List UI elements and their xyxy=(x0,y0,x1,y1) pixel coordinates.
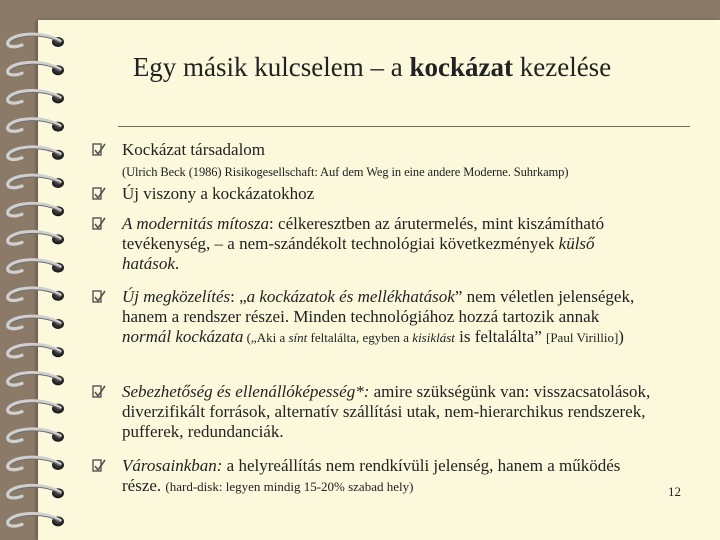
bullet-item xyxy=(92,382,652,442)
bullet-text: Új megközelítés: „a kockázatok és mellékhatások” nem véletlen jelenségek, hanem a rendszer részei. Minden technológiához hozzá tartozik annak normál kockázata („Aki a sínt feltalálta, egyben a kisiklást is feltalálta” [Paul Virillio]) xyxy=(122,287,635,346)
bullet-item xyxy=(92,214,652,274)
binding-ring xyxy=(8,260,64,273)
bullet-text: Új viszony a kockázatokhoz xyxy=(122,184,315,203)
binding-ring xyxy=(8,91,64,104)
page-number: 12 xyxy=(668,484,681,499)
bullet-text: Sebezhetőség és ellenállóképesség*: amire szükségünk van: visszacsatolások, diverzifikált források, alternatív szállítási utak, nem-hierarchikus rendszerek, pufferek, redundanciák. xyxy=(122,382,651,441)
checkbox-bullet-icon xyxy=(92,217,106,232)
binding-ring xyxy=(8,373,64,386)
binding-ring xyxy=(8,34,64,47)
binding-ring xyxy=(8,203,64,216)
checkbox-bullet-icon xyxy=(92,290,106,305)
slide-title: Egy másik kulcselem – a kockázat kezelése xyxy=(132,52,612,82)
binding-ring xyxy=(8,514,64,527)
bullet-item xyxy=(92,184,652,204)
bullet-item xyxy=(92,456,652,497)
binding-ring xyxy=(8,175,64,188)
binding-ring xyxy=(8,429,64,442)
binding-ring xyxy=(8,119,64,132)
binding-ring xyxy=(8,316,64,329)
bullet-text: Kockázat társadalom xyxy=(122,140,266,159)
bullet-item xyxy=(92,140,652,180)
binding-ring xyxy=(8,62,64,75)
checkbox-bullet-icon xyxy=(92,385,106,400)
binding-ring xyxy=(8,457,64,470)
title-emphasis: kockázat xyxy=(409,52,513,82)
binding-ring xyxy=(8,401,64,414)
checkbox-bullet-icon xyxy=(92,143,106,158)
checkbox-bullet-icon xyxy=(92,187,106,202)
bullet-text: Városainkban: a helyreállítás nem rendkívüli jelenség, hanem a működés része. (hard-disk: legyen mindig 15-20% szabad hely) xyxy=(122,456,621,495)
title-divider xyxy=(118,126,690,127)
binding-ring xyxy=(8,344,64,357)
bullet-item xyxy=(92,287,652,348)
checkbox-bullet-icon xyxy=(92,459,106,474)
bullet-subtext: (Ulrich Beck (1986) Risikogesellschaft: Auf dem Weg in eine andere Moderne. Suhrkamp) xyxy=(122,165,569,179)
spiral-binding xyxy=(0,0,80,540)
binding-ring xyxy=(8,147,64,160)
bullet-text: A modernitás mítosza: célkeresztben az árutermelés, mint kiszámítható tevékenység, – a nem-szándékolt technológiai következmények külső hatások. xyxy=(122,214,605,273)
citation: [Paul Virillio] xyxy=(546,330,619,345)
binding-ring xyxy=(8,485,64,498)
binding-ring xyxy=(8,288,64,301)
binding-ring xyxy=(8,232,64,245)
